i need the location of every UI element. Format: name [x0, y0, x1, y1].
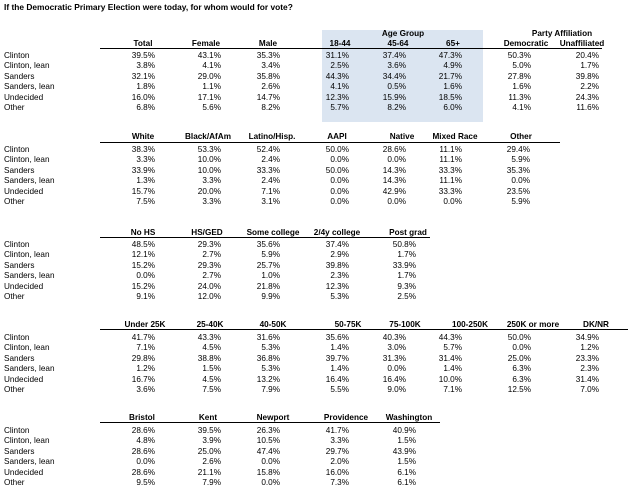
table-cell: 5.3%	[261, 343, 280, 353]
table-cell: 0.0%	[330, 186, 349, 196]
table-cell: 9.1%	[136, 292, 155, 301]
table-cell: 7.0%	[580, 385, 599, 394]
table-cell: 40.9%	[392, 426, 416, 435]
table-cell: 7.9%	[261, 385, 280, 394]
table-cell: 1.0%	[261, 271, 280, 281]
row-label: Sanders, lean	[4, 82, 55, 92]
table-cell: 4.1%	[330, 82, 349, 92]
table-cell: 12.3%	[325, 281, 349, 291]
table-cell: 28.6%	[131, 467, 155, 477]
column-header: 250K or more	[506, 320, 560, 329]
column-header: Post grad	[389, 228, 427, 237]
column-header: AAPI	[327, 132, 347, 141]
header-rule	[100, 422, 440, 423]
table-cell: 21.7%	[438, 71, 462, 81]
table-cell: 39.7%	[325, 353, 349, 363]
table-cell: 35.6%	[325, 333, 349, 342]
column-header: HS/GED	[191, 228, 223, 237]
row-label: Clinton	[4, 333, 30, 342]
column-header: 65+	[446, 39, 460, 48]
table-cell: 3.4%	[261, 61, 280, 71]
table-cell: 7.1%	[136, 343, 155, 353]
table-cell: 1.1%	[202, 82, 221, 92]
table-cell: 0.0%	[387, 155, 406, 165]
table-cell: 1.5%	[397, 457, 416, 467]
column-header: 2/4y college	[313, 228, 361, 237]
row-label: Sanders, lean	[4, 457, 55, 467]
table-cell: 16.4%	[382, 374, 406, 384]
row-label: Sanders, lean	[4, 364, 55, 374]
table-cell: 6.3%	[512, 374, 531, 384]
table-cell: 0.0%	[443, 197, 462, 206]
table-cell: 3.0%	[387, 343, 406, 353]
row-label: Clinton	[4, 145, 30, 154]
table-cell: 4.5%	[202, 374, 221, 384]
table-cell: 4.1%	[512, 103, 531, 112]
column-header: Male	[258, 39, 278, 48]
table-cell: 0.0%	[330, 155, 349, 165]
table-cell: 0.0%	[330, 176, 349, 186]
table-cell: 38.8%	[197, 353, 221, 363]
column-header: Mixed Race	[432, 132, 478, 141]
table-cell: 1.4%	[443, 364, 462, 374]
table-cell: 47.4%	[256, 446, 280, 456]
table-cell: 9.9%	[261, 292, 280, 301]
column-header: Latino/Hisp.	[248, 132, 296, 141]
table-cell: 36.8%	[256, 353, 280, 363]
table-cell: 3.3%	[330, 436, 349, 446]
table-cell: 3.9%	[202, 436, 221, 446]
table-cell: 21.8%	[256, 281, 280, 291]
table-cell: 39.5%	[131, 51, 155, 60]
table-cell: 33.3%	[438, 165, 462, 175]
table-cell: 17.1%	[197, 92, 221, 102]
table-cell: 34.9%	[575, 333, 599, 342]
table-cell: 3.6%	[136, 385, 155, 394]
table-cell: 23.3%	[575, 353, 599, 363]
table-cell: 44.3%	[325, 71, 349, 81]
table-cell: 1.6%	[443, 82, 462, 92]
table-cell: 23.5%	[506, 186, 530, 196]
table-cell: 7.5%	[202, 385, 221, 394]
column-header: Democratic	[503, 39, 549, 48]
table-cell: 2.7%	[202, 250, 221, 260]
table-cell: 52.4%	[256, 145, 280, 154]
table-cell: 0.0%	[387, 197, 406, 206]
table-cell: 7.1%	[443, 385, 462, 394]
table-cell: 39.8%	[325, 260, 349, 270]
row-label: Clinton, lean	[4, 250, 50, 260]
table-cell: 16.0%	[325, 467, 349, 477]
row-label: Other	[4, 385, 25, 394]
group-header: Age Group	[381, 29, 425, 38]
table-cell: 53.3%	[197, 145, 221, 154]
table-cell: 1.2%	[136, 364, 155, 374]
column-header: 45-64	[387, 39, 409, 48]
group-header: Party Affiliation	[531, 29, 593, 38]
header-rule	[100, 142, 560, 143]
table-cell: 0.0%	[136, 457, 155, 467]
table-cell: 8.2%	[387, 103, 406, 112]
column-header: White	[131, 132, 155, 141]
table-cell: 1.5%	[202, 364, 221, 374]
table-cell: 2.6%	[261, 82, 280, 92]
table-cell: 20.4%	[575, 51, 599, 60]
row-label: Undecided	[4, 374, 44, 384]
table-cell: 9.0%	[387, 385, 406, 394]
column-header: Black/AfAm	[185, 132, 231, 141]
table-cell: 33.3%	[438, 186, 462, 196]
table-cell: 3.1%	[261, 197, 280, 206]
table-cell: 42.9%	[382, 186, 406, 196]
table-cell: 50.8%	[392, 240, 416, 249]
table-cell: 14.3%	[382, 176, 406, 186]
table-cell: 11.1%	[439, 176, 462, 186]
table-cell: 1.2%	[580, 343, 599, 353]
table-cell: 2.6%	[202, 457, 221, 467]
table-cell: 35.8%	[256, 71, 280, 81]
table-cell: 0.0%	[512, 343, 531, 353]
table-cell: 7.5%	[136, 197, 155, 206]
table-cell: 16.7%	[131, 374, 155, 384]
table-cell: 5.6%	[202, 103, 221, 112]
row-label: Undecided	[4, 92, 44, 102]
row-label: Other	[4, 197, 25, 206]
table-cell: 10.0%	[438, 374, 462, 384]
table-cell: 43.3%	[197, 333, 221, 342]
row-label: Clinton, lean	[4, 343, 50, 353]
table-cell: 24.0%	[197, 281, 221, 291]
row-label: Sanders, lean	[4, 176, 55, 186]
table-cell: 10.0%	[197, 165, 221, 175]
table-cell: 35.6%	[256, 240, 280, 249]
table-cell: 12.0%	[197, 292, 221, 301]
table-cell: 12.5%	[507, 385, 531, 394]
table-cell: 5.5%	[330, 385, 349, 394]
table-cell: 31.3%	[382, 353, 406, 363]
table-cell: 5.3%	[330, 292, 349, 301]
table-cell: 15.9%	[382, 92, 406, 102]
table-cell: 2.5%	[330, 61, 349, 71]
table-cell: 0.0%	[330, 197, 349, 206]
row-label: Sanders, lean	[4, 271, 55, 281]
table-cell: 35.3%	[256, 51, 280, 60]
row-label: Sanders	[4, 165, 35, 175]
table-cell: 1.4%	[330, 364, 349, 374]
column-header: Native	[389, 132, 415, 141]
table-cell: 28.6%	[382, 145, 406, 154]
table-cell: 3.3%	[202, 197, 221, 206]
row-label: Undecided	[4, 186, 44, 196]
table-cell: 6.1%	[397, 478, 416, 487]
table-cell: 8.2%	[261, 103, 280, 112]
table-cell: 2.3%	[330, 271, 349, 281]
table-cell: 1.6%	[512, 82, 531, 92]
column-header: Total	[133, 39, 153, 48]
table-cell: 29.4%	[506, 145, 530, 154]
table-cell: 9.3%	[397, 281, 416, 291]
table-cell: 29.7%	[325, 446, 349, 456]
row-label: Undecided	[4, 467, 44, 477]
table-cell: 2.5%	[397, 292, 416, 301]
table-cell: 6.8%	[136, 103, 155, 112]
table-cell: 16.0%	[131, 92, 155, 102]
table-cell: 2.3%	[580, 364, 599, 374]
table-cell: 6.0%	[443, 103, 462, 112]
table-cell: 5.7%	[443, 343, 462, 353]
table-cell: 29.3%	[197, 260, 221, 270]
row-label: Other	[4, 292, 25, 301]
table-cell: 11.6%	[576, 103, 599, 112]
table-cell: 10.5%	[256, 436, 280, 446]
column-header: 40-50K	[259, 320, 287, 329]
table-cell: 0.0%	[387, 364, 406, 374]
row-label: Sanders	[4, 260, 35, 270]
table-cell: 3.8%	[136, 61, 155, 71]
table-cell: 6.3%	[512, 364, 531, 374]
column-header: Newport	[256, 413, 290, 422]
table-cell: 0.5%	[387, 82, 406, 92]
table-cell: 9.5%	[136, 478, 155, 487]
row-label: Clinton	[4, 51, 30, 60]
table-cell: 11.3%	[508, 92, 531, 102]
table-cell: 48.5%	[131, 240, 155, 249]
column-header: Unaffiliated	[559, 39, 605, 48]
table-cell: 3.3%	[136, 155, 155, 165]
table-cell: 4.1%	[202, 61, 221, 71]
table-cell: 11.1%	[439, 145, 462, 154]
table-cell: 25.0%	[197, 446, 221, 456]
table-cell: 18.5%	[438, 92, 462, 102]
column-header: Bristol	[129, 413, 155, 422]
table-cell: 10.0%	[197, 155, 221, 165]
table-cell: 35.3%	[506, 165, 530, 175]
table-cell: 2.0%	[330, 457, 349, 467]
table-cell: 41.7%	[325, 426, 349, 435]
table-cell: 7.1%	[261, 186, 280, 196]
table-cell: 15.2%	[131, 281, 155, 291]
table-cell: 50.0%	[325, 165, 349, 175]
table-cell: 5.0%	[512, 61, 531, 71]
table-cell: 28.6%	[131, 426, 155, 435]
table-cell: 31.6%	[256, 333, 280, 342]
table-cell: 50.0%	[325, 145, 349, 154]
header-rule	[100, 329, 628, 330]
header-rule	[100, 237, 430, 238]
table-cell: 50.3%	[507, 51, 531, 60]
table-cell: 33.3%	[256, 165, 280, 175]
column-header: 18-44	[329, 39, 351, 48]
table-cell: 1.5%	[397, 436, 416, 446]
table-cell: 31.4%	[438, 353, 462, 363]
column-header: 75-100K	[389, 320, 421, 329]
table-cell: 24.3%	[575, 92, 599, 102]
table-cell: 38.3%	[131, 145, 155, 154]
row-label: Clinton	[4, 240, 30, 249]
table-cell: 2.4%	[261, 155, 280, 165]
table-cell: 16.4%	[325, 374, 349, 384]
table-cell: 25.0%	[507, 353, 531, 363]
header-rule	[100, 48, 602, 49]
table-cell: 40.3%	[382, 333, 406, 342]
table-cell: 7.3%	[330, 478, 349, 487]
table-cell: 39.5%	[197, 426, 221, 435]
table-cell: 1.3%	[136, 176, 155, 186]
table-cell: 0.0%	[261, 478, 280, 487]
row-label: Other	[4, 478, 25, 487]
table-cell: 15.7%	[131, 186, 155, 196]
column-header: Some college	[246, 228, 300, 237]
table-cell: 43.9%	[392, 446, 416, 456]
table-cell: 2.9%	[330, 250, 349, 260]
row-label: Clinton, lean	[4, 61, 50, 71]
table-cell: 37.4%	[325, 240, 349, 249]
column-header: Kent	[198, 413, 218, 422]
table-cell: 5.9%	[261, 250, 280, 260]
table-cell: 31.1%	[325, 51, 349, 60]
table-cell: 47.3%	[438, 51, 462, 60]
table-cell: 1.4%	[330, 343, 349, 353]
table-cell: 43.1%	[197, 51, 221, 60]
table-cell: 50.0%	[507, 333, 531, 342]
table-cell: 28.6%	[131, 446, 155, 456]
table-cell: 29.3%	[197, 240, 221, 249]
table-cell: 0.0%	[136, 271, 155, 281]
table-cell: 12.3%	[325, 92, 349, 102]
column-header: Providence	[323, 413, 369, 422]
table-cell: 5.3%	[261, 364, 280, 374]
table-cell: 5.9%	[511, 197, 530, 206]
table-cell: 0.0%	[511, 176, 530, 186]
table-cell: 25.7%	[256, 260, 280, 270]
table-cell: 27.8%	[507, 71, 531, 81]
table-cell: 20.0%	[197, 186, 221, 196]
column-header: DK/NR	[583, 320, 609, 329]
table-cell: 33.9%	[131, 165, 155, 175]
row-label: Clinton, lean	[4, 436, 50, 446]
table-cell: 29.8%	[131, 353, 155, 363]
table-cell: 5.7%	[330, 103, 349, 112]
table-cell: 15.8%	[256, 467, 280, 477]
table-cell: 3.3%	[202, 176, 221, 186]
table-cell: 44.3%	[438, 333, 462, 342]
row-label: Clinton, lean	[4, 155, 50, 165]
row-label: Clinton	[4, 426, 30, 435]
column-header: Other	[510, 132, 532, 141]
table-cell: 3.6%	[387, 61, 406, 71]
table-cell: 29.0%	[197, 71, 221, 81]
table-cell: 0.0%	[261, 457, 280, 467]
table-cell: 31.4%	[575, 374, 599, 384]
column-header: 25-40K	[196, 320, 224, 329]
table-cell: 33.9%	[392, 260, 416, 270]
table-cell: 1.7%	[580, 61, 599, 71]
table-cell: 4.9%	[443, 61, 462, 71]
table-cell: 11.1%	[439, 155, 462, 165]
table-cell: 2.7%	[202, 271, 221, 281]
column-header: 100-250K	[452, 320, 488, 329]
table-cell: 37.4%	[382, 51, 406, 60]
row-label: Sanders	[4, 446, 35, 456]
column-header: No HS	[130, 228, 156, 237]
table-title: If the Democratic Primary Election were today, for whom would for vote?	[4, 2, 293, 12]
table-cell: 1.7%	[397, 271, 416, 281]
table-cell: 2.4%	[261, 176, 280, 186]
row-label: Other	[4, 103, 25, 112]
table-cell: 14.7%	[256, 92, 280, 102]
table-cell: 26.3%	[256, 426, 280, 435]
row-label: Undecided	[4, 281, 44, 291]
table-cell: 12.1%	[131, 250, 155, 260]
table-cell: 14.3%	[382, 165, 406, 175]
table-cell: 6.1%	[397, 467, 416, 477]
table-cell: 4.5%	[202, 343, 221, 353]
column-header: Female	[191, 39, 221, 48]
row-label: Sanders	[4, 71, 35, 81]
table-cell: 34.4%	[382, 71, 406, 81]
table-cell: 1.7%	[397, 250, 416, 260]
table-cell: 32.1%	[131, 71, 155, 81]
table-cell: 13.2%	[256, 374, 280, 384]
table-cell: 4.8%	[136, 436, 155, 446]
column-header: 50-75K	[334, 320, 362, 329]
table-cell: 5.9%	[511, 155, 530, 165]
table-cell: 41.7%	[131, 333, 155, 342]
table-cell: 7.9%	[202, 478, 221, 487]
row-label: Sanders	[4, 353, 35, 363]
table-cell: 1.8%	[136, 82, 155, 92]
table-cell: 21.1%	[197, 467, 221, 477]
column-header: Washington	[385, 413, 433, 422]
table-cell: 39.8%	[575, 71, 599, 81]
column-header: Under 25K	[124, 320, 166, 329]
table-cell: 15.2%	[131, 260, 155, 270]
table-cell: 2.2%	[580, 82, 599, 92]
